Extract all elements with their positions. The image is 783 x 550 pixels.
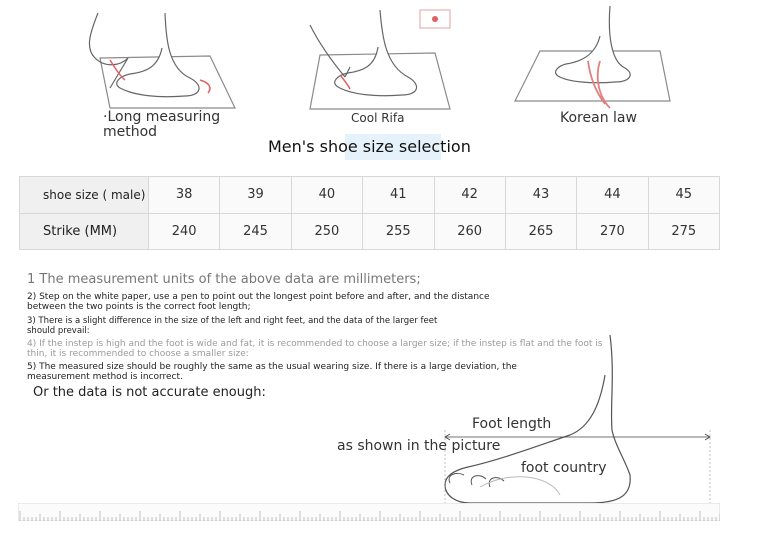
note-1: 1 The measurement units of the above data are millimeters; (27, 272, 421, 287)
page-title: Men's shoe size selection (268, 137, 471, 156)
label-as-shown: as shown in the picture (337, 438, 501, 454)
caption-cool-rifa: Cool Rifa (351, 111, 405, 125)
size-cell: 39 (220, 177, 291, 214)
length-cell: 270 (577, 213, 648, 250)
row-label-shoe-size: shoe size ( male) (20, 177, 149, 214)
illustration-korean-law (510, 6, 675, 111)
size-cell: 40 (291, 177, 362, 214)
caption-long-measuring: ·Long measuring method (103, 109, 221, 140)
size-cell: 45 (648, 177, 719, 214)
length-cell: 275 (648, 213, 719, 250)
length-cell: 240 (149, 213, 220, 250)
note-3: 3) There is a slight difference in the size of the left and right feet, and the data of the larger feet should prevail: (27, 316, 438, 336)
row-label-strike: Strike (MM) (20, 213, 149, 250)
label-foot-length: Foot length (472, 416, 552, 432)
note-2: 2) Step on the white paper, use a pen to point out the longest point before and after, and the distance between the two points is the correct foot length; (27, 292, 490, 312)
caption-korean-law: Korean law (560, 110, 637, 126)
label-foot-country: foot country (521, 460, 607, 476)
illustration-cool-rifa (290, 5, 460, 113)
note-5: 5) The measured size should be roughly the same as the usual wearing size. If there is a large deviation, the measurement method is incorrect. (27, 362, 517, 382)
note-6: Or the data is not accurate enough: (33, 385, 266, 400)
size-table (19, 176, 720, 250)
size-cell: 44 (577, 177, 648, 214)
size-cell: 43 (505, 177, 576, 214)
note-4: 4) If the instep is high and the foot is wide and fat, it is recommended to choose a larger size; if the instep is flat and the foot is thin, it is recommended to choose a smaller size: (27, 339, 603, 359)
length-cell: 255 (363, 213, 434, 250)
size-cell: 42 (434, 177, 505, 214)
length-cell: 245 (220, 213, 291, 250)
size-cell: 38 (149, 177, 220, 214)
table-row-length (20, 213, 720, 250)
ruler (18, 503, 720, 521)
length-cell: 265 (505, 213, 576, 250)
table-row-size (20, 177, 720, 214)
illustration-long-measuring (70, 8, 240, 113)
length-cell: 250 (291, 213, 362, 250)
length-cell: 260 (434, 213, 505, 250)
size-cell: 41 (363, 177, 434, 214)
